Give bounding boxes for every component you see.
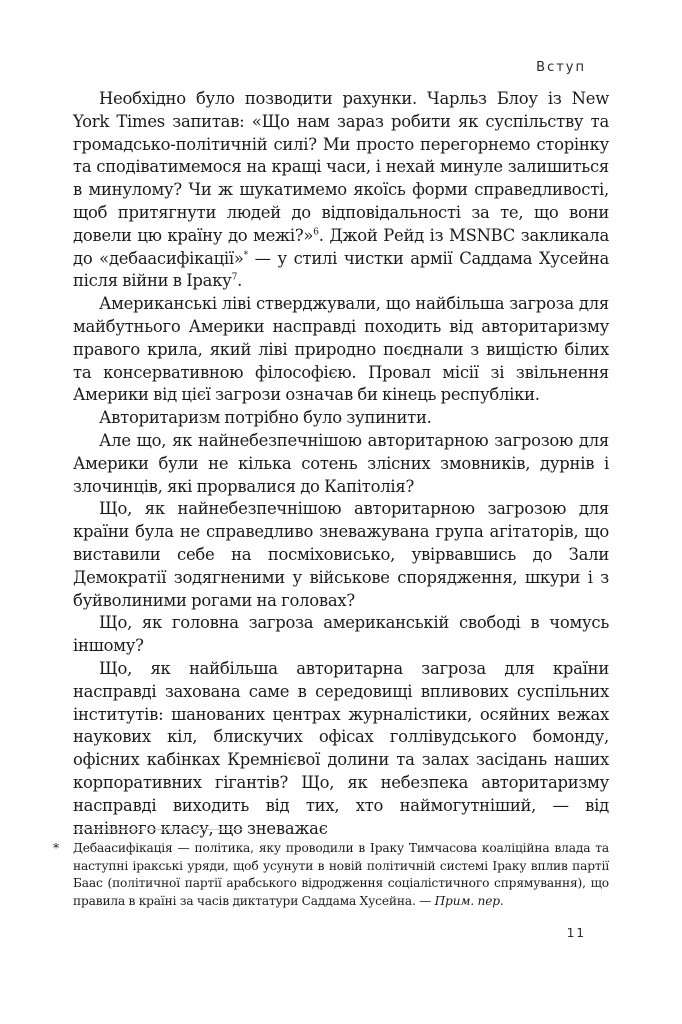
paragraph-1 [73,88,609,293]
paragraph-6: Що, як головна загроза американській свободі в чомусь іншому? [73,613,609,656]
paragraph-1-text-c: — у стилі чистки армії Саддама Хусейна після війни в Іраку [73,248,610,291]
footnote [53,840,609,910]
paragraph-4: Але що, як найнебезпечнішою авторитарною загрозою для Америки були не кілька сотень злісних змовників, дурнів і злочинців, які прорвалися до Капітолія? [73,430,609,496]
footnote-text: Дебаасифікація — політика, яку проводили в Іраку Тимчасова коаліційна влада та наступні іракські уряди, щоб усунути в новій політичній системі Іраку вплив партії Баас (політичної партії арабського відродження соціалістичного спрямування), що правила в країні за часів диктатури Саддама Хусейна. — [73,841,609,908]
paragraph-1-text-b: . Джой Рейд із MSNBC закликала до «дебаасифікації» [73,225,609,268]
body-text [73,88,609,840]
paragraph-3: Авторитаризм потрібно було зупинити. [99,408,432,428]
paragraph-7: Що, як найбільша авторитарна загроза для країни насправді захована саме в середовищі впливових суспільних інститутів: шанованих центрах журналістики, осяйних вежах наукових кіл, блискучих офісах голлівудського бомонду, офісних кабінках Кремнієвої долини та залах засідань наших корпоративних гігантів? Що, як небезпека авторитаризму насправді виходить від тих, хто наймогутніший, — від панівного класу, що зневажає [73,658,609,838]
paragraph-5: Що, як найнебезпечнішою авторитарною загрозою для країни була не справедливо зневажувана група агітаторів, що виставили себе на посміховисько, увірвавшись до Зали Демократії зодягненими у військове спорядження, шкури і з буйволиними рогами на головах? [73,499,609,610]
footnote-ref-7: 7 [231,272,238,283]
footnote-ref-6: 6 [313,227,319,238]
footnote-separator [73,829,243,830]
paragraph-1-text: Необхідно було позводити рахунки. Чарльз Блоу із New York Times запитав: «Що нам зараз робити як суспільству та громадсько-політичній силі? Ми просто перегорнемо сторінку та сподіватимемося на кращі часи, і нехай минуле залишиться в минулому? Чи ж шукатимемо якоїсь форми справедливості, щоб притягнути людей до відповідальності за те, що вони довели цю країну до межі?» [73,89,609,245]
page-number: 11 [566,926,586,940]
footnote-ref-asterisk: * [243,250,248,261]
running-head: Вступ [536,60,586,75]
paragraph-1-text-d: . [237,271,243,291]
translator-note-label: Прим. пер. [434,893,504,908]
paragraph-2: Американські ліві стверджували, що найбільша загроза для майбутнього Америки насправді походить від авторитаризму правого крила, який ліві природно поєднали з вищістю білих та консервативною філософією. Провал місії зі звільнення Америки від цієї загрози означав би кінець республіки. [73,294,609,405]
footnote-mark: * [53,841,59,855]
